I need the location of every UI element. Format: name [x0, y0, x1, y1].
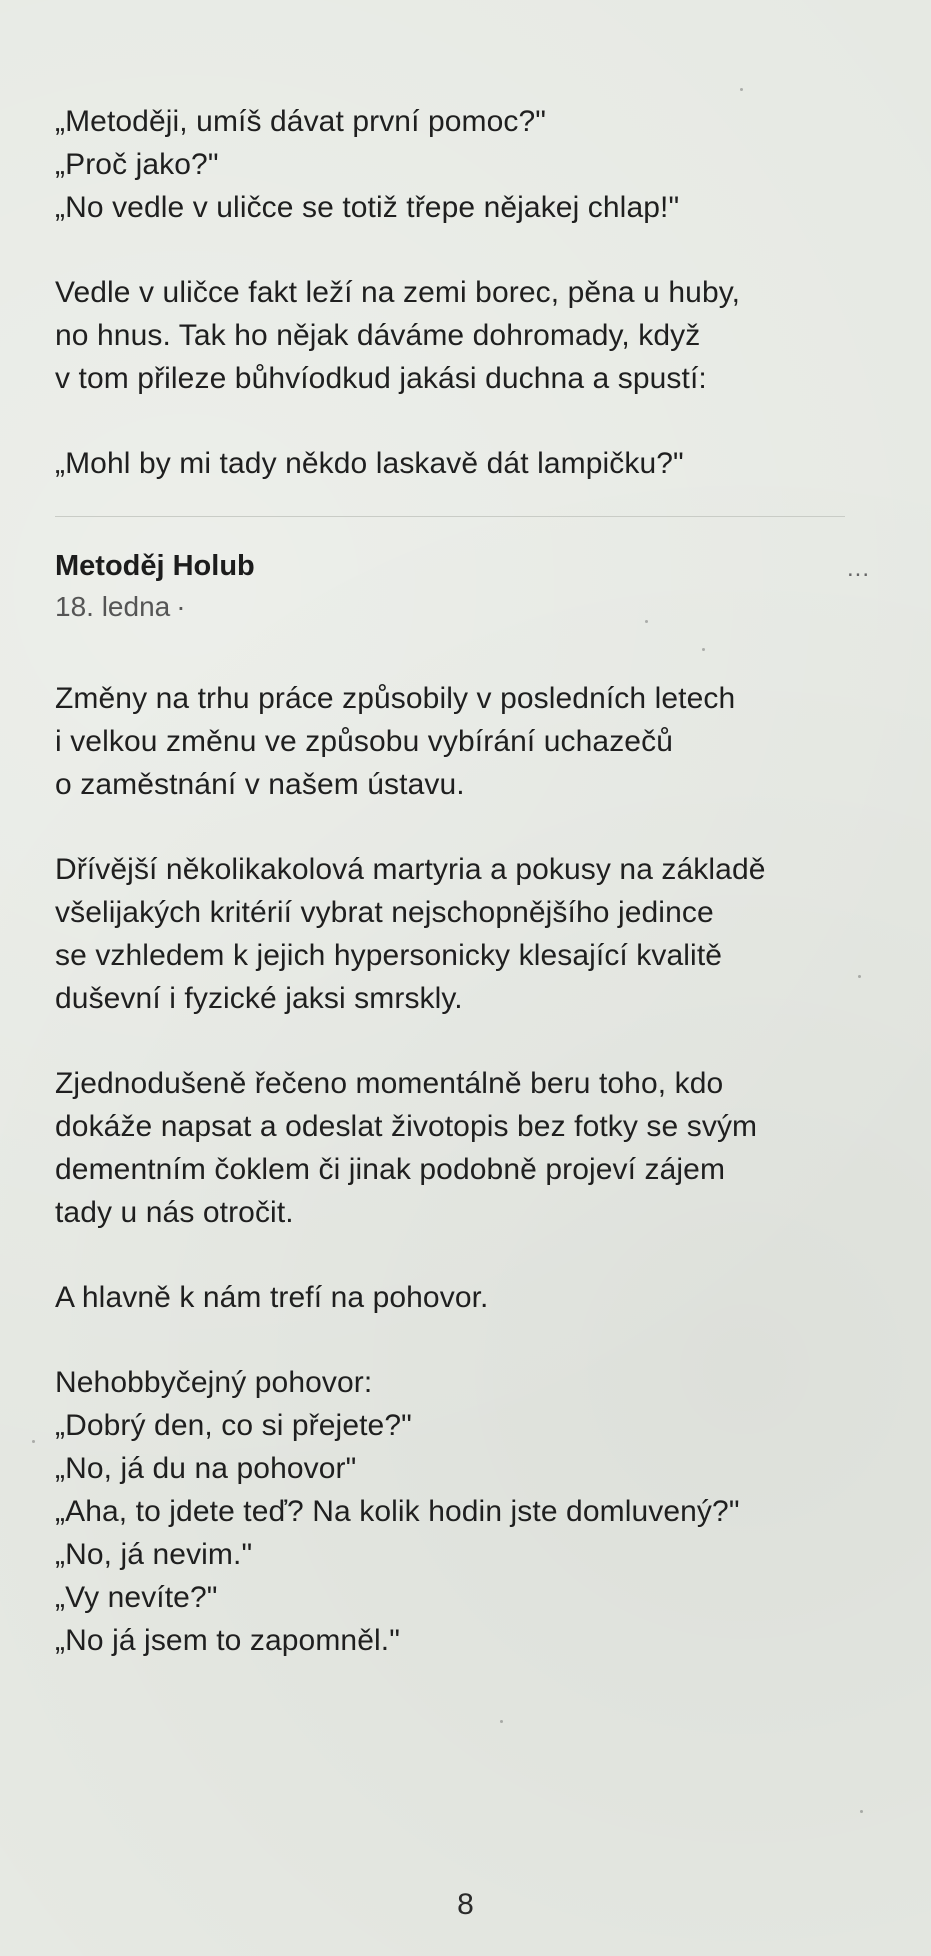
paragraph	[55, 677, 855, 806]
text-line: „Mohl by mi tady někdo laskavě dát lampičku?"	[55, 447, 684, 480]
paper-speck	[500, 1720, 503, 1723]
text-line: „No, já nevim."	[55, 1538, 253, 1571]
paragraph	[55, 848, 855, 1020]
text-line: o zaměstnání v našem ústavu.	[55, 768, 465, 801]
text-line: no hnus. Tak ho nějak dáváme dohromady, když	[55, 319, 701, 352]
paper-speck	[860, 1810, 863, 1813]
text-line: A hlavně k nám trefí na pohovor.	[55, 1281, 489, 1314]
post-header	[55, 545, 870, 627]
more-options-icon[interactable]: ...	[846, 555, 870, 582]
post-date[interactable]: 18. ledna	[55, 591, 171, 622]
post-divider	[55, 516, 845, 517]
post-date-row	[55, 587, 855, 627]
text-line: tady u nás otročit.	[55, 1196, 294, 1229]
text-line: duševní i fyzické jaksi smrskly.	[55, 982, 463, 1015]
paragraph	[55, 442, 855, 485]
text-line: „Proč jako?"	[55, 148, 219, 181]
text-line: „Dobrý den, co si přejete?"	[55, 1409, 412, 1442]
paper-speck	[702, 648, 705, 651]
page-number: 8	[457, 1888, 474, 1921]
text-line: Změny na trhu práce způsobily v posledních letech	[55, 682, 736, 715]
text-line: „No, já du na pohovor"	[55, 1452, 357, 1485]
text-line: „Metoději, umíš dávat první pomoc?"	[55, 105, 547, 138]
paragraph	[55, 100, 855, 229]
text-line: dokáže napsat a odeslat životopis bez fotky se svým	[55, 1110, 758, 1143]
text-line: Vedle v uličce fakt leží na zemi borec, pěna u huby,	[55, 276, 741, 309]
paragraph	[55, 1276, 855, 1319]
paper-speck	[740, 88, 743, 91]
text-line: „Aha, to jdete teď? Na kolik hodin jste domluvený?"	[55, 1495, 740, 1528]
text-line: „No vedle v uličce se totiž třepe nějakej chlap!"	[55, 191, 680, 224]
text-line: Nehobbyčejný pohovor:	[55, 1366, 373, 1399]
text-line: dementním čoklem či jinak podobně projeví zájem	[55, 1153, 726, 1186]
paper-speck	[32, 1440, 35, 1443]
paragraph	[55, 271, 855, 400]
page-content	[55, 100, 870, 1704]
text-line: se vzhledem k jejich hypersonicky klesající kvalitě	[55, 939, 723, 972]
text-line: v tom přileze bůhvíodkud jakási duchna a spustí:	[55, 362, 707, 395]
second-post	[55, 545, 870, 1662]
text-line: „No já jsem to zapomněl."	[55, 1624, 400, 1657]
text-line: Zjednodušeně řečeno momentálně beru toho, kdo	[55, 1067, 724, 1100]
text-line: všelijakých kritérií vybrat nejschopnějšího jedince	[55, 896, 714, 929]
paper-speck	[858, 975, 861, 978]
paragraph	[55, 1062, 855, 1234]
author-name[interactable]: Metoděj Holub	[55, 550, 255, 582]
text-line: Dřívější několikakolová martyria a pokusy na základě	[55, 853, 766, 886]
paper-speck	[645, 620, 648, 623]
paragraph	[55, 1361, 855, 1662]
text-line: „Vy nevíte?"	[55, 1581, 218, 1614]
text-line: i velkou změnu ve způsobu vybírání uchazečů	[55, 725, 673, 758]
first-post	[55, 100, 855, 485]
date-separator: ·	[176, 591, 186, 622]
